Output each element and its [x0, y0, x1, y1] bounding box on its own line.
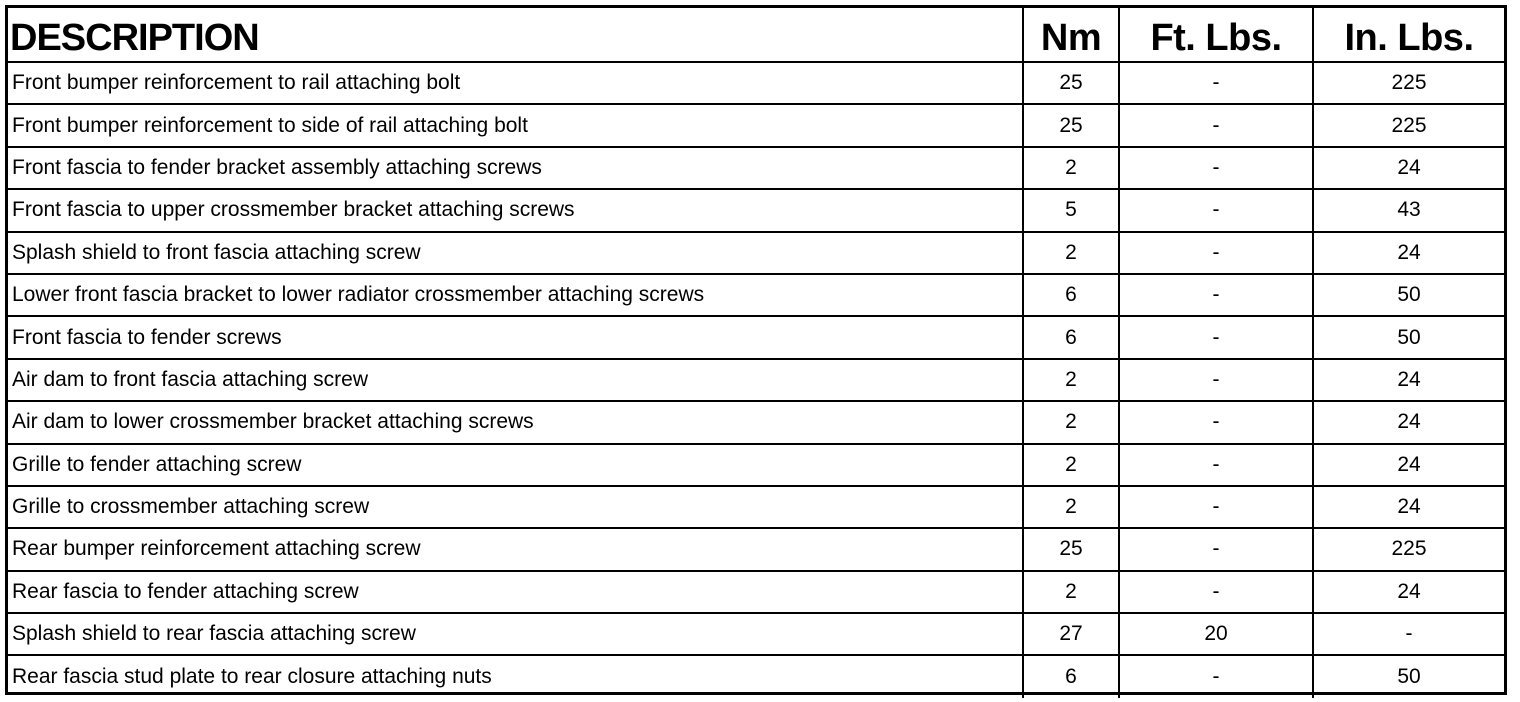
cell-ft-lbs: -: [1119, 147, 1313, 189]
cell-description: Front bumper reinforcement to rail attaching bolt: [8, 62, 1023, 104]
table-row: [8, 147, 1504, 189]
cell-in-lbs: 50: [1313, 316, 1504, 358]
header-in-lbs: In. Lbs.: [1313, 8, 1504, 62]
table-header: [8, 8, 1504, 62]
cell-nm: 25: [1023, 104, 1119, 146]
cell-ft-lbs: -: [1119, 359, 1313, 401]
cell-description: Air dam to front fascia attaching screw: [8, 359, 1023, 401]
table-row: [8, 189, 1504, 231]
cell-description: Front bumper reinforcement to side of rail attaching bolt: [8, 104, 1023, 146]
table-row: [8, 104, 1504, 146]
header-description: DESCRIPTION: [8, 8, 1023, 62]
cell-nm: 27: [1023, 613, 1119, 655]
cell-ft-lbs: -: [1119, 104, 1313, 146]
cell-in-lbs: 43: [1313, 189, 1504, 231]
cell-in-lbs: 24: [1313, 401, 1504, 443]
cell-in-lbs: -: [1313, 613, 1504, 655]
cell-ft-lbs: -: [1119, 232, 1313, 274]
cell-nm: 6: [1023, 274, 1119, 316]
cell-description: Rear fascia to fender attaching screw: [8, 571, 1023, 613]
table-row: [8, 613, 1504, 655]
cell-nm: 2: [1023, 444, 1119, 486]
table-body: [8, 62, 1504, 698]
header-nm: Nm: [1023, 8, 1119, 62]
cell-nm: 2: [1023, 232, 1119, 274]
cell-nm: 6: [1023, 316, 1119, 358]
cell-ft-lbs: 20: [1119, 613, 1313, 655]
cell-in-lbs: 24: [1313, 232, 1504, 274]
cell-in-lbs: 24: [1313, 147, 1504, 189]
header-ft-lbs: Ft. Lbs.: [1119, 8, 1313, 62]
cell-ft-lbs: -: [1119, 655, 1313, 697]
cell-nm: 5: [1023, 189, 1119, 231]
cell-description: Lower front fascia bracket to lower radiator crossmember attaching screws: [8, 274, 1023, 316]
cell-description: Splash shield to rear fascia attaching screw: [8, 613, 1023, 655]
cell-description: Splash shield to front fascia attaching screw: [8, 232, 1023, 274]
cell-ft-lbs: -: [1119, 528, 1313, 570]
cell-description: Grille to fender attaching screw: [8, 444, 1023, 486]
cell-description: Front fascia to fender screws: [8, 316, 1023, 358]
cell-ft-lbs: -: [1119, 316, 1313, 358]
cell-nm: 2: [1023, 486, 1119, 528]
cell-description: Rear fascia stud plate to rear closure attaching nuts: [8, 655, 1023, 697]
table-row: [8, 274, 1504, 316]
cell-description: Front fascia to fender bracket assembly attaching screws: [8, 147, 1023, 189]
table-row: [8, 444, 1504, 486]
cell-ft-lbs: -: [1119, 486, 1313, 528]
cell-description: Air dam to lower crossmember bracket attaching screws: [8, 401, 1023, 443]
cell-ft-lbs: -: [1119, 571, 1313, 613]
cell-in-lbs: 24: [1313, 486, 1504, 528]
cell-in-lbs: 24: [1313, 571, 1504, 613]
cell-description: Front fascia to upper crossmember bracket attaching screws: [8, 189, 1023, 231]
cell-nm: 25: [1023, 528, 1119, 570]
cell-description: Grille to crossmember attaching screw: [8, 486, 1023, 528]
cell-description: Rear bumper reinforcement attaching screw: [8, 528, 1023, 570]
table-row: [8, 401, 1504, 443]
torque-table: [8, 8, 1504, 698]
cell-nm: 2: [1023, 571, 1119, 613]
table-row: [8, 62, 1504, 104]
cell-ft-lbs: -: [1119, 274, 1313, 316]
table-row: [8, 232, 1504, 274]
table-row: [8, 528, 1504, 570]
header-row: [8, 8, 1504, 62]
torque-spec-table: [5, 5, 1507, 695]
table-row: [8, 486, 1504, 528]
cell-in-lbs: 50: [1313, 274, 1504, 316]
cell-ft-lbs: -: [1119, 62, 1313, 104]
cell-ft-lbs: -: [1119, 401, 1313, 443]
table-row: [8, 571, 1504, 613]
cell-in-lbs: 24: [1313, 359, 1504, 401]
cell-in-lbs: 24: [1313, 444, 1504, 486]
table-row: [8, 316, 1504, 358]
cell-in-lbs: 50: [1313, 655, 1504, 697]
table-row: [8, 359, 1504, 401]
cell-nm: 6: [1023, 655, 1119, 697]
cell-ft-lbs: -: [1119, 444, 1313, 486]
cell-nm: 2: [1023, 147, 1119, 189]
cell-nm: 25: [1023, 62, 1119, 104]
cell-nm: 2: [1023, 359, 1119, 401]
table-row: [8, 655, 1504, 697]
cell-in-lbs: 225: [1313, 62, 1504, 104]
cell-in-lbs: 225: [1313, 528, 1504, 570]
cell-ft-lbs: -: [1119, 189, 1313, 231]
cell-nm: 2: [1023, 401, 1119, 443]
cell-in-lbs: 225: [1313, 104, 1504, 146]
